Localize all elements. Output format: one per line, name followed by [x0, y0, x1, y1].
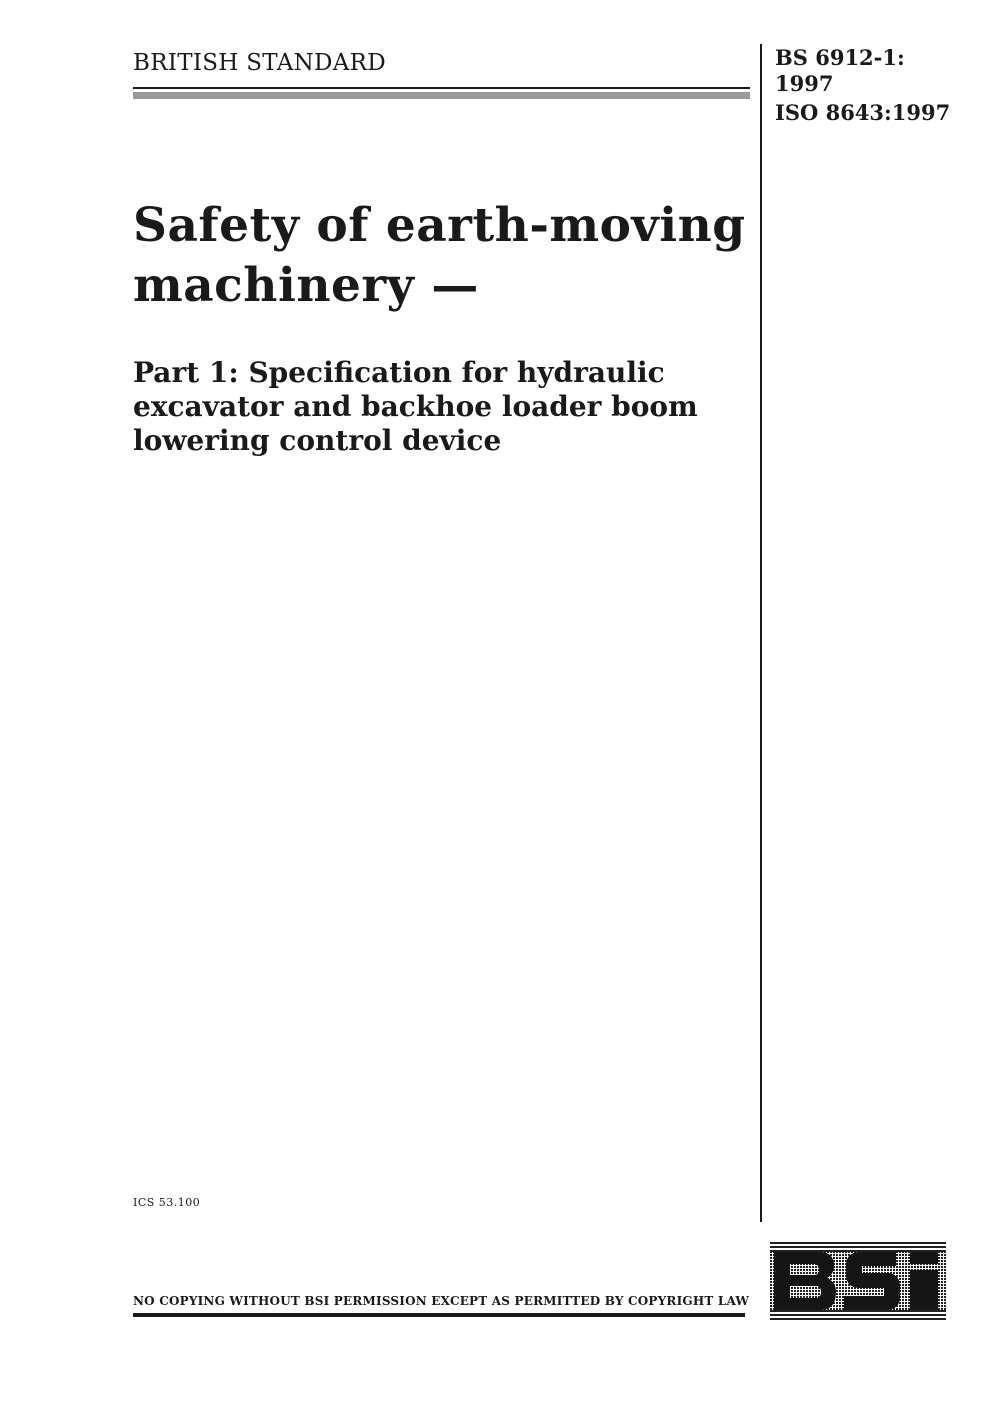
standard-number	[775, 45, 905, 97]
standard-number-line2: 1997	[775, 71, 834, 96]
header-rule-thin	[133, 87, 750, 89]
bsi-logo	[770, 1242, 946, 1320]
part-title	[133, 356, 753, 458]
main-title-line2: machinery —	[133, 258, 479, 313]
notice-rule	[133, 1313, 745, 1317]
ics-code: ICS 53.100	[133, 1196, 201, 1209]
main-title-line1: Safety of earth-moving	[133, 198, 746, 253]
part-title-line1: Part 1: Specification for hydraulic	[133, 356, 665, 389]
iso-number: ISO 8643:1997	[775, 100, 951, 125]
copyright-notice: NO COPYING WITHOUT BSI PERMISSION EXCEPT AS PERMITTED BY COPYRIGHT LAW	[133, 1294, 750, 1308]
part-title-line3: lowering control device	[133, 424, 502, 457]
main-title	[133, 196, 753, 316]
vertical-divider	[760, 44, 762, 1222]
series-label: BRITISH STANDARD	[133, 50, 387, 76]
header-rule-thick	[133, 92, 750, 99]
standard-number-line1: BS 6912-1:	[775, 45, 905, 70]
part-title-line2: excavator and backhoe loader boom	[133, 390, 698, 423]
